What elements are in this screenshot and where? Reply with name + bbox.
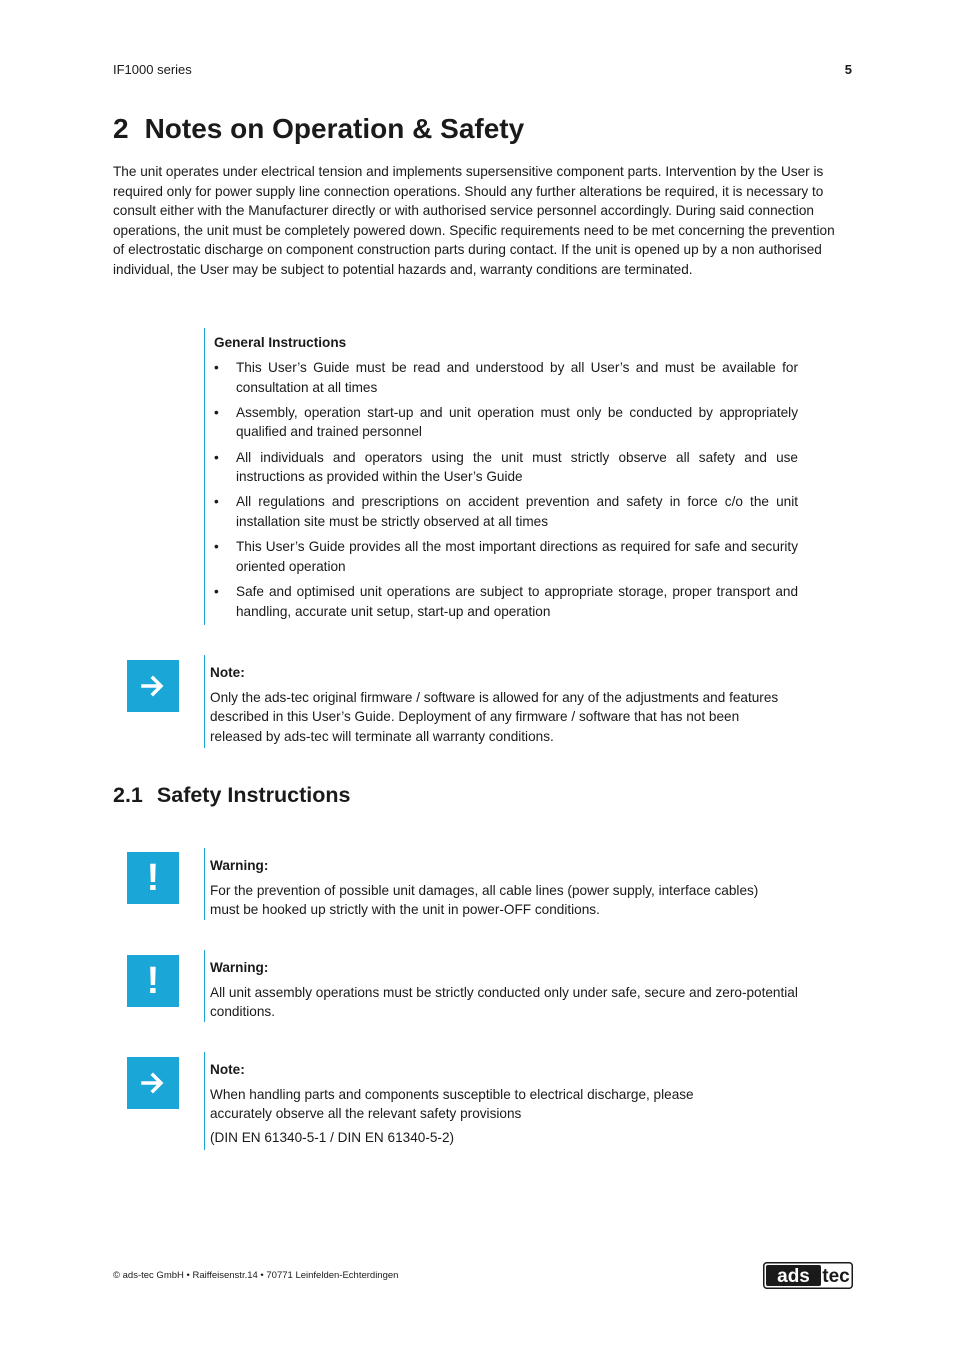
bullet-icon: • <box>214 404 219 420</box>
logo-left-text: ads <box>777 1266 810 1287</box>
logo-right-text: tec <box>822 1266 850 1287</box>
list-item: • This User’s Guide must be read and understood by all User’s and must be available for consultation at all times <box>214 360 798 395</box>
chapter-number: 2 <box>113 113 129 144</box>
exclamation-icon <box>127 852 179 904</box>
general-instructions-box <box>204 328 798 625</box>
note-standards: (DIN EN 61340-5-1 / DIN EN 61340-5-2) <box>210 1129 455 1145</box>
note-callout <box>204 655 798 748</box>
warning-body: For the prevention of possible unit damages, all cable lines (power supply, interface cables) must be hooked up strictly with the unit in power-OFF conditions. <box>210 882 759 918</box>
bullet-icon: • <box>214 360 219 375</box>
bullet-icon: • <box>214 583 219 599</box>
note-callout <box>204 1052 798 1150</box>
note-body: Only the ads-tec original firmware / software is allowed for any of the adjustments and features described in this User’s Guide. Deployment of any firmware / software that has not been released by ads-tec will terminate all warranty conditions. <box>210 689 779 744</box>
warning-body: All unit assembly operations must be strictly conducted only under safe, secure and zero-potential conditions. <box>210 984 798 1020</box>
note-body: When handling parts and components susceptible to electrical discharge, please accurately observe all the relevant safety provisions <box>210 1086 694 1122</box>
chapter-heading <box>113 113 524 145</box>
warning-callout <box>204 848 798 920</box>
list-item: • Safe and optimised unit operations are subject to appropriate storage, proper transport and handling, accurate unit setup, start-up and operation <box>214 583 798 619</box>
list-item: • All individuals and operators using the unit must strictly observe all safety and use instructions as provided within the User’s Guide <box>214 449 798 485</box>
footer-copyright: © ads-tec GmbH • Raiffeisenstr.14 • 70771 Leinfelden-Echterdingen <box>113 1270 399 1281</box>
note-title: Note: <box>210 665 245 680</box>
running-header: IF1000 series <box>113 62 192 77</box>
general-instructions-title: General Instructions <box>214 335 347 350</box>
warning-title: Warning: <box>210 858 269 873</box>
warning-callout <box>204 950 798 1022</box>
page-number: 5 <box>844 62 852 77</box>
arrow-right-icon <box>127 660 179 712</box>
bullet-icon: • <box>214 449 219 465</box>
exclamation-glyph: ! <box>146 960 160 1002</box>
section-heading <box>113 783 350 808</box>
arrow-right-icon-glyph <box>140 1071 166 1095</box>
bullet-icon: • <box>214 494 219 510</box>
general-instructions-list <box>214 358 798 621</box>
list-item: • This User’s Guide provides all the most important directions as required for safe and security oriented operation <box>214 539 798 574</box>
intro-paragraph: The unit operates under electrical tension and implements supersensitive component parts. Intervention by the User is required only for power supply line connection operations. Should any further alterations be required, it is necessary to consult either with the Manufacturer directly or with authorised service personnel accordingly. During said connection operations, the unit must be completely powered down. Specific requirements need to be met concerning the prevention of electrostatic discharge on component construction parts during contact. If the unit is opened up by a non authorised individual, the User may be subject to potential hazards and, warranty conditions are terminated. <box>113 164 835 277</box>
section-title: Safety Instructions <box>156 783 351 807</box>
list-item: • Assembly, operation start-up and unit operation must only be conducted by appropriately qualified and trained personnel <box>214 404 798 440</box>
list-item: • All regulations and prescriptions on accident prevention and safety in force c/o the unit installation site must be strictly observed at all times <box>214 494 798 529</box>
arrow-right-icon <box>127 1057 179 1109</box>
exclamation-glyph: ! <box>146 857 160 899</box>
exclamation-icon <box>127 955 179 1007</box>
arrow-right-icon-glyph <box>140 674 166 698</box>
note-title: Note: <box>210 1062 245 1077</box>
bullet-icon: • <box>214 539 219 555</box>
chapter-title: Notes on Operation & Safety <box>144 113 525 144</box>
section-number: 2.1 <box>113 783 143 807</box>
ads-tec-logo <box>763 1262 853 1289</box>
warning-title: Warning: <box>210 960 269 975</box>
